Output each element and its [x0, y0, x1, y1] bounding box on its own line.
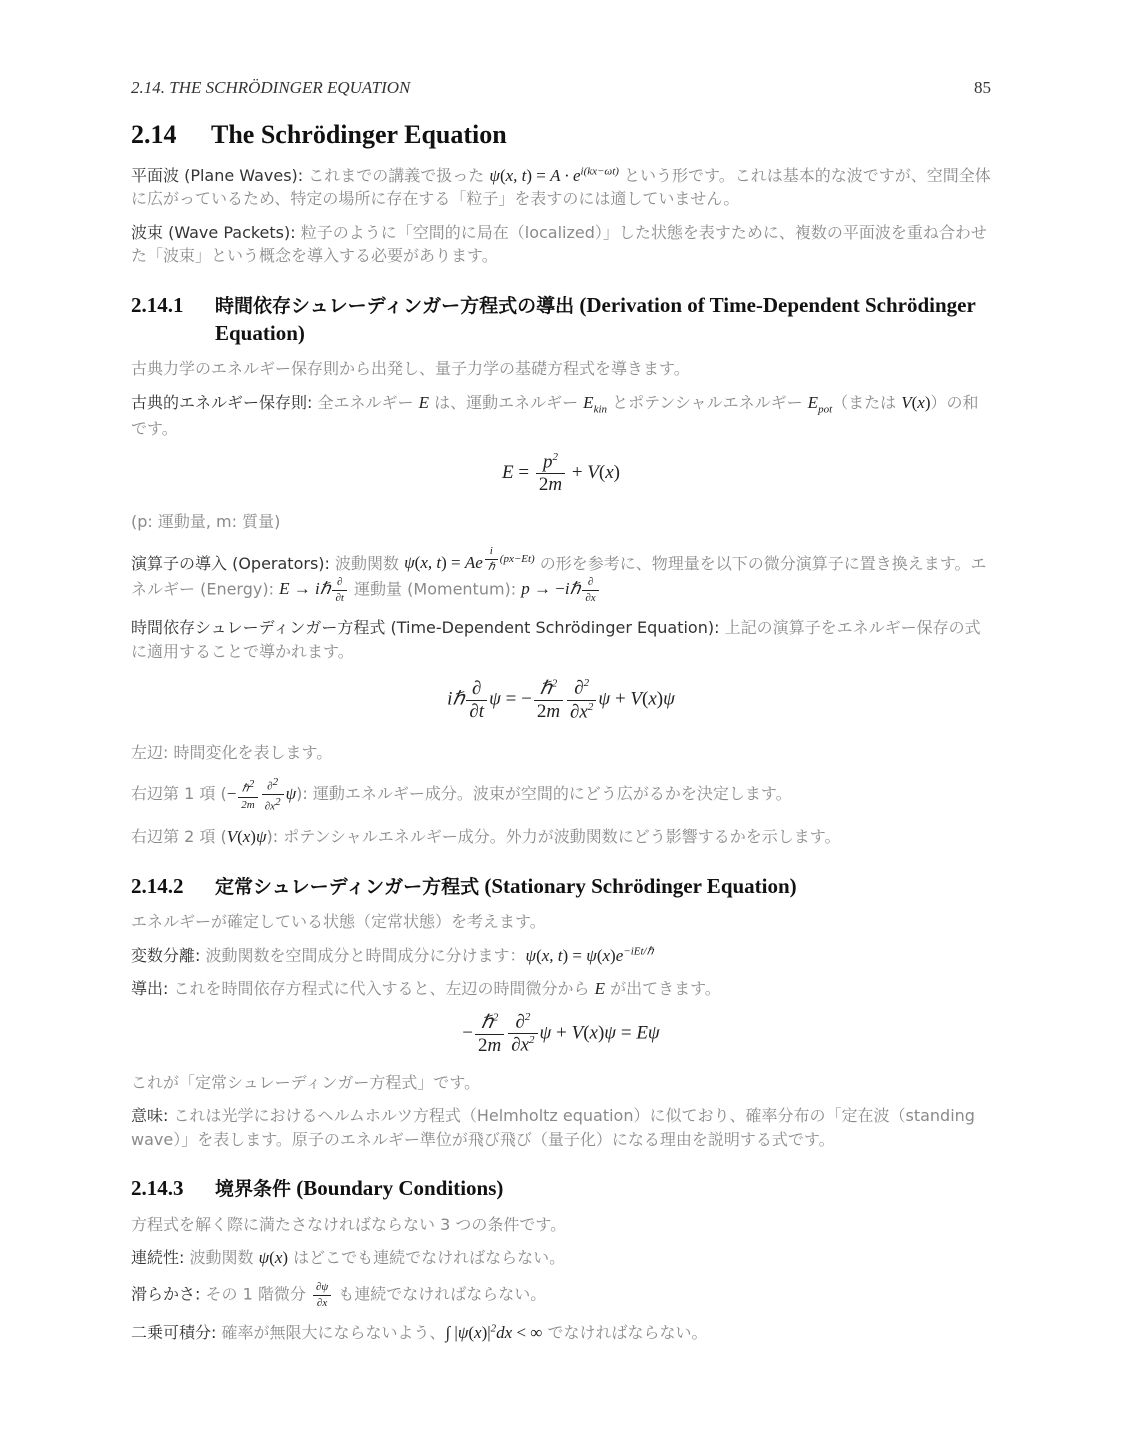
plane-wave-formula: ψ(x, $t) = A \cdot e^{i(kx-\omega t)}$: [489, 165, 619, 185]
subsection-heading-2: [131, 873, 991, 901]
energy-conservation-text-d: （または: [832, 392, 902, 412]
subsection-title-jp-2: 定常シュレーディンガー方程式: [215, 875, 480, 898]
integrability-label: 二乗可積分:: [131, 1323, 217, 1343]
stationary-name-note: [131, 1071, 991, 1094]
subsection-number-3: 2.14.3: [131, 1176, 184, 1201]
operators-text-c: 運動量 (Momentum):: [348, 579, 522, 599]
derivation-paragraph: 導出: これを時間依存方程式に代入すると、左辺の時間微分から E が出てきます。: [131, 979, 721, 999]
integrability-text-b: でなければならない。: [542, 1323, 708, 1343]
section-heading: [131, 120, 991, 150]
wave-packets-paragraph: [131, 221, 991, 268]
continuity-condition: 連続性: 波動関数 ψ(x) はどこでも連続でなければならない。: [131, 1248, 566, 1268]
equation-energy: E = $\frac{p^2}{2m}$ + V(x): [502, 450, 620, 496]
running-header-title: 2.14. THE SCHRÖDINGER EQUATION: [131, 78, 411, 97]
page-number: 85: [974, 78, 991, 97]
plane-waves-text-a: これまでの講義で扱った: [303, 166, 490, 185]
derivation-text-b: が出てきます。: [604, 979, 721, 999]
operators-text-b: の形を参考に、物理量を以下の微分演算子に置き換えます。エネルギー (Energy):: [131, 553, 987, 599]
equation-stationary: − $\frac{\hbar^2}{2m}$ $\frac{\partial^2}{\partial x^2}$ ψ + V(x)ψ = Eψ: [462, 1010, 660, 1056]
lhs-note: [131, 741, 991, 764]
derivation-text-a: これを時間依存方程式に代入すると、左辺の時間微分から: [168, 979, 595, 999]
rhs-term2-text-b: ): ポテンシャルエネルギー成分。外力が波動関数にどう影響するかを示します。: [266, 827, 841, 847]
tdse-text: 上記の演算子をエネルギー保存の式に適用することで導かれます。: [131, 618, 981, 661]
energy-conservation-text-a: 全エネルギー: [312, 392, 419, 412]
integrability-condition: 二乗可積分: 確率が無限大にならないよう、∫ $|\psi(x)|^2dx$ < ∞ でなければならない。: [131, 1322, 708, 1343]
plane-waves-paragraph: [131, 164, 991, 211]
subsection-heading-1: [131, 292, 991, 347]
derivation-label: 導出:: [131, 979, 169, 999]
integrability-text-a: 確率が無限大にならないよう、: [216, 1323, 446, 1343]
boundary-intro-text: 方程式を解く際に満たさなければならない 3 つの条件です。: [131, 1214, 567, 1234]
smoothness-condition: 滑らかさ: その 1 階微分 $\frac{\partial\psi}{\partial x}$ も連続でなければならない。: [131, 1280, 547, 1309]
operators-paragraph: 演算子の導入 (Operators): 波動関数 ψ(x, t) = Ae $^{\frac{i}{\text{ℏ}} (px-Et)}$ の形を参考に、物理量を以下の微分演算子に置き換えます。エネルギー (Energy): E → iℏ $\frac{\partial}{\partial t}$ 運動量 (Momentum): p → −iℏ $\frac{\partial}{\partial x}$: [131, 544, 987, 605]
subsection-title-jp-1: 時間依存シュレーディンガー方程式の導出: [215, 294, 575, 317]
meaning-paragraph: [131, 1104, 991, 1151]
tdse-label: 時間依存シュレーディンガー方程式 (Time-Dependent Schrödinger Equation):: [131, 618, 720, 638]
wave-packets-label: 波束 (Wave Packets):: [131, 222, 296, 242]
energy-conservation-paragraph: 古典的エネルギー保存則: 全エネルギー E は、運動エネルギー $E_{kin}$ とポテンシャルエネルギー $E_{pot}$（または V(x)）の和です。: [131, 392, 979, 439]
stationary-name-text: これが「定常シュレーディンガー方程式」です。: [131, 1072, 481, 1092]
section-number: 2.14: [131, 120, 177, 149]
rhs-term2-text-a: 右辺第 2 項 (: [131, 827, 227, 847]
rhs-term2-note: 右辺第 2 項 (V(x)ψ): ポテンシャルエネルギー成分。外力が波動関数にどう影響するかを示します。: [131, 827, 841, 847]
energy-conservation-text-c: とポテンシャルエネルギー: [607, 392, 808, 412]
stationary-intro-text: エネルギーが確定している状態（定常状態）を考えます。: [131, 912, 546, 932]
running-header: [131, 78, 991, 98]
rhs-term1-note: 右辺第 1 項 (− $\frac{\hbar^2}{2m}$ $\frac{\partial^2}{\partial x^2}$ ψ): 運動エネルギー成分。波束が空間的にどう広がるかを決定します。: [131, 775, 792, 814]
meaning-text: これは光学におけるヘルムホルツ方程式（Helmholtz equation）に似ており、確率分布の「定在波（standing wave）」を表します。原子のエネルギー準位が飛び飛び（量子化）になる理由を説明する式です。: [131, 1106, 975, 1149]
wave-packets-text: 粒子のように「空間的に局在（localized）」した状態を表すために、複数の平面波を重ね合わせた「波束」という概念を導入する必要があります。: [131, 222, 987, 266]
smoothness-text-a: その 1 階微分: [200, 1284, 311, 1304]
operators-text-a: 波動関数: [329, 553, 405, 573]
energy-conservation-text-b: は、運動エネルギー: [428, 392, 584, 412]
variables-note: [131, 510, 991, 533]
tdse-paragraph: [131, 616, 991, 663]
meaning-label: 意味:: [131, 1106, 169, 1126]
plane-waves-text-b: という形です。これは基本的な波ですが、空間全体に広がっているため、特定の場所に存在する「粒子」を表すのには適していません。: [131, 166, 991, 209]
subsection-title-en-2: (Stationary Schrödinger Equation): [479, 873, 797, 898]
subsection-number-2: 2.14.2: [131, 873, 184, 898]
subsection-number-1: 2.14.1: [131, 292, 184, 317]
separation-text: 波動関数を空間成分と時間成分に分けます：: [200, 945, 526, 965]
lhs-note-text: 左辺: 時間変化を表します。: [131, 743, 333, 763]
classical-intro-text: 古典力学のエネルギー保存則から出発し、量子力学の基礎方程式を導きます。: [131, 359, 690, 379]
equation-tdse: iℏ $\frac{\partial}{\partial t}$ ψ = − $\frac{\hbar^2}{2m}$ $\frac{\partial^2}{\partial x^2}$ ψ + V(x)ψ: [447, 677, 675, 723]
continuity-label: 連続性:: [131, 1248, 185, 1268]
variables-note-text: (p: 運動量, m: 質量): [131, 512, 281, 532]
page-content: [131, 78, 991, 1355]
energy-conservation-label: 古典的エネルギー保存則:: [131, 392, 313, 412]
separation-label: 変数分離:: [131, 945, 201, 965]
smoothness-label: 滑らかさ:: [131, 1284, 201, 1304]
smoothness-text-b: も連続でなければならない。: [333, 1284, 547, 1304]
subsection-heading-3: [131, 1175, 991, 1203]
subsection-title-en-3: (Boundary Conditions): [291, 1176, 504, 1201]
rhs-term1-text-a: 右辺第 1 項 (: [131, 783, 227, 803]
energy-conservation-text-e: ）の和です。: [131, 392, 979, 439]
operators-label: 演算子の導入 (Operators):: [131, 553, 330, 573]
boundary-intro: [131, 1213, 991, 1236]
rhs-term1-text-b: ): 運動エネルギー成分。波束が空間的にどう広がるかを決定します。: [296, 783, 792, 803]
classical-intro-paragraph: [131, 357, 991, 380]
section-title: The Schrödinger Equation: [211, 120, 507, 149]
subsection-title-jp-3: 境界条件: [215, 1178, 292, 1201]
stationary-intro: [131, 910, 991, 933]
continuity-text-a: 波動関数: [184, 1248, 259, 1268]
plane-waves-label: 平面波 (Plane Waves):: [131, 166, 304, 185]
continuity-text-b: はどこでも連続でなければならない。: [288, 1248, 566, 1268]
separation-paragraph: 変数分離: 波動関数を空間成分と時間成分に分けます：ψ(x, $t) = \psi(x)e^{-iEt/\hbar}$: [131, 945, 654, 965]
subsection-title-en-1: (Derivation of Time-Dependent Schrödinger Equation): [215, 292, 976, 345]
